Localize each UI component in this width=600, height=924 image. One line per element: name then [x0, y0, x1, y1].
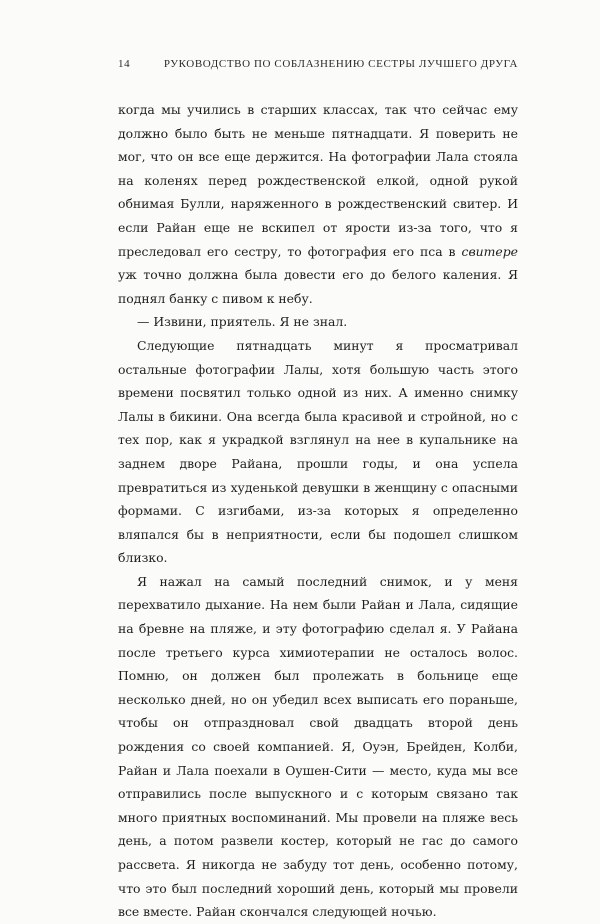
paragraph-1-part-a: когда мы учились в старших классах, так что сейчас ему должно было быть не меньше пятнадцати. Я поверить не мог, что он все еще держится. На фотографии Лала стояла на коленях перед рождественской елкой, одной рукой обнимая Булли, наряженного в рождественский свитер. И если Райан еще не вскипел от ярости из-за того, что я преследовал его сестру, то фотография его пса в — [118, 102, 518, 259]
running-head — [118, 58, 518, 74]
paragraph-1-part-b: уж точно должна была довести его до белого каления. Я поднял банку с пивом к небу. — [118, 267, 518, 306]
paragraph-4: Я нажал на самый последний снимок, и у меня перехватило дыхание. На нем были Райан и Лала, сидящие на бревне на пляже, и эту фотографию сделал я. У Райана после третьего курса химиотерапии не осталось волос. Помню, он должен был пролежать в больнице еще несколько дней, но он убедил всех выписать его пораньше, чтобы он отпраздновал свой двадцать второй день рождения со своей компанией. Я, Оуэн, Брейден, Колби, Райан и Лала поехали в Оушен-Сити — место, куда мы все отправились после выпускного и с которым связано так много приятных воспоминаний. Мы провели на пляже весь день, а потом развели костер, который не гас до самого рассвета. Я никогда не забуду тот день, особенно потому, что это был последний хороший день, который мы провели все вместе. Райан скончался следующей ночью. — [118, 573, 518, 920]
body-text — [118, 98, 518, 924]
paragraph-3: Следующие пятнадцать минут я просматривал остальные фотографии Лалы, хотя большую часть этого времени посвятил только одной из них. А именно снимку Лалы в бикини. Она всегда была красивой и стройной, но с тех пор, как я украдкой взглянул на нее в купальнике на заднем дворе Райана, прошли годы, и она успела превратиться из худенькой девушки в женщину с опасными формами. С изгибами, из-за которых я определенно вляпался бы в неприятности, если бы подошел слишком близко. — [118, 337, 518, 566]
italic-word: свитере — [461, 243, 518, 259]
paragraph-1 — [118, 98, 518, 310]
paragraph-2: — Извини, приятель. Я не знал. — [137, 314, 348, 330]
running-title: РУКОВОДСТВО ПО СОБЛАЗНЕНИЮ СЕСТРЫ ЛУЧШЕГО ДРУГА — [163, 58, 518, 70]
page-number: 14 — [118, 58, 131, 70]
